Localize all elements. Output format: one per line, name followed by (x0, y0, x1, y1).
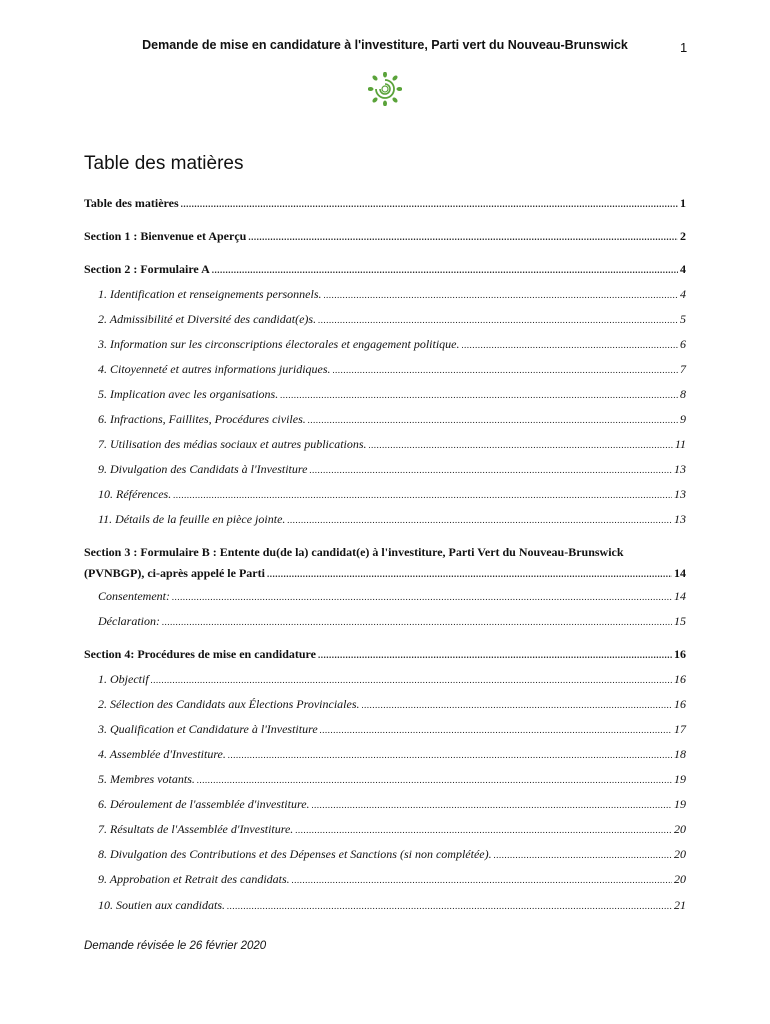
toc-entry-membres-votants[interactable] (98, 772, 686, 787)
toc-entry-page: 13 (674, 462, 686, 476)
document-header-title: Demande de mise en candidature à l'investiture, Parti vert du Nouveau-Brunswick (142, 38, 628, 52)
toc-entry-infractions[interactable] (98, 412, 686, 427)
toc-entry-qualification[interactable] (98, 722, 686, 737)
toc-entry-label: 5. Membres votants. (98, 772, 195, 786)
toc-entry-admissibilite[interactable] (98, 312, 686, 327)
toc-entry-page: 16 (674, 672, 686, 686)
toc-entry-page: 21 (674, 898, 686, 912)
toc-entry-label: 9. Approbation et Retrait des candidats. (98, 872, 290, 886)
toc-entry-page: 14 (674, 566, 686, 580)
toc-entry-label: Section 1 : Bienvenue et Aperçu (84, 229, 247, 243)
toc-entry-section-4[interactable] (84, 647, 686, 662)
toc-entry-section-3[interactable] (84, 545, 686, 581)
toc-entry-references[interactable] (98, 487, 686, 502)
revision-note: Demande révisée le 26 février 2020 (84, 940, 267, 952)
toc-entry-page: 13 (674, 512, 686, 526)
toc-entry-resultats[interactable] (98, 822, 686, 837)
toc-entry-assemblee[interactable] (98, 747, 686, 762)
toc-entry-table-des-matieres[interactable] (84, 196, 686, 211)
toc-entry-page: 19 (674, 797, 686, 811)
toc-entry-label: 9. Divulgation des Candidats à l'Investiture (98, 462, 308, 476)
toc-entry-label: 6. Infractions, Faillites, Procédures civiles. (98, 412, 306, 426)
toc-entry-label: Consentement: (98, 589, 170, 603)
toc-entry-declaration[interactable] (98, 614, 686, 629)
green-party-logo-icon (368, 72, 402, 106)
toc-entry-page: 5 (680, 312, 686, 326)
toc-entry-divulgation-contributions[interactable] (98, 847, 686, 862)
toc-entry-label-continued: (PVNBGP), ci-après appelé le Parti (84, 566, 265, 580)
toc-entry-circonscriptions[interactable] (98, 337, 686, 352)
toc-entry-label: 2. Sélection des Candidats aux Élections Provinciales. (98, 697, 360, 711)
toc-entry-approbation[interactable] (98, 872, 686, 887)
toc-entry-label: Déclaration: (98, 614, 160, 628)
toc-entry-page: 20 (674, 822, 686, 836)
toc-entry-page: 16 (674, 697, 686, 711)
page-number: 1 (680, 40, 688, 55)
toc-entry-section-2[interactable] (84, 262, 686, 277)
toc-entry-identification[interactable] (98, 287, 686, 302)
toc-entry-page: 13 (674, 487, 686, 501)
toc-entry-label: 10. Références. (98, 487, 172, 501)
toc-entry-page: 20 (674, 872, 686, 886)
toc-entry-label: 3. Information sur les circonscriptions électorales et engagement politique. (98, 337, 460, 351)
toc-entry-feuille-jointe[interactable] (98, 512, 686, 527)
toc-entry-page: 19 (674, 772, 686, 786)
toc-entry-page: 7 (680, 362, 686, 376)
toc-entry-label: 3. Qualification et Candidature à l'Investiture (98, 722, 318, 736)
toc-entry-page: 1 (680, 196, 686, 210)
toc-entry-section-1[interactable] (84, 229, 686, 244)
toc-entry-objectif[interactable] (98, 672, 686, 687)
toc-entry-page: 4 (680, 262, 686, 276)
toc-entry-label: Table des matières (84, 196, 179, 210)
toc-entry-label: 1. Objectif (98, 672, 149, 686)
toc-entry-implication[interactable] (98, 387, 686, 402)
toc-entry-label: Section 2 : Formulaire A (84, 262, 210, 276)
toc-entry-label: 6. Déroulement de l'assemblée d'investiture. (98, 797, 310, 811)
toc-entry-page: 16 (674, 647, 686, 661)
toc-entry-label: 7. Utilisation des médias sociaux et autres publications. (98, 437, 367, 451)
toc-entry-soutien[interactable] (98, 898, 686, 913)
toc-entry-page: 2 (680, 229, 686, 243)
toc-entry-page: 20 (674, 847, 686, 861)
toc-entry-page: 9 (680, 412, 686, 426)
toc-entry-medias-sociaux[interactable] (98, 437, 686, 452)
toc-entry-page: 4 (680, 287, 686, 301)
toc-entry-label: 7. Résultats de l'Assemblée d'Investiture. (98, 822, 294, 836)
toc-entry-page: 15 (674, 614, 686, 628)
toc-entry-page: 6 (680, 337, 686, 351)
toc-entry-page: 14 (674, 589, 686, 603)
toc-entry-label: Section 4: Procédures de mise en candidature (84, 647, 316, 661)
toc-entry-page: 18 (674, 747, 686, 761)
toc-entry-label: 8. Divulgation des Contributions et des Dépenses et Sanctions (si non complétée). (98, 847, 492, 861)
toc-entry-label: Section 3 : Formulaire B : Entente du(de la) candidat(e) à l'investiture, Parti Vert du Nouveau-Brunswick (84, 545, 624, 559)
toc-entry-page: 17 (674, 722, 686, 736)
toc-heading: Table des matières (84, 153, 244, 174)
toc-entry-label: 5. Implication avec les organisations. (98, 387, 279, 401)
toc-entry-page: 8 (680, 387, 686, 401)
toc-entry-selection[interactable] (98, 697, 686, 712)
toc-entry-deroulement[interactable] (98, 797, 686, 812)
toc-entry-label: 4. Assemblée d'Investiture. (98, 747, 226, 761)
toc-entry-consentement[interactable] (98, 589, 686, 604)
toc-entry-label: 2. Admissibilité et Diversité des candidat(e)s. (98, 312, 317, 326)
toc-entry-page: 11 (674, 437, 686, 451)
toc-entry-label: 10. Soutien aux candidats. (98, 898, 225, 912)
toc-entry-divulgation-candidats[interactable] (98, 462, 686, 477)
toc-entry-citoyennete[interactable] (98, 362, 686, 377)
toc-entry-label: 4. Citoyenneté et autres informations juridiques. (98, 362, 331, 376)
toc-entry-label: 11. Détails de la feuille en pièce jointe. (98, 512, 286, 526)
toc-entry-label: 1. Identification et renseignements personnels. (98, 287, 322, 301)
